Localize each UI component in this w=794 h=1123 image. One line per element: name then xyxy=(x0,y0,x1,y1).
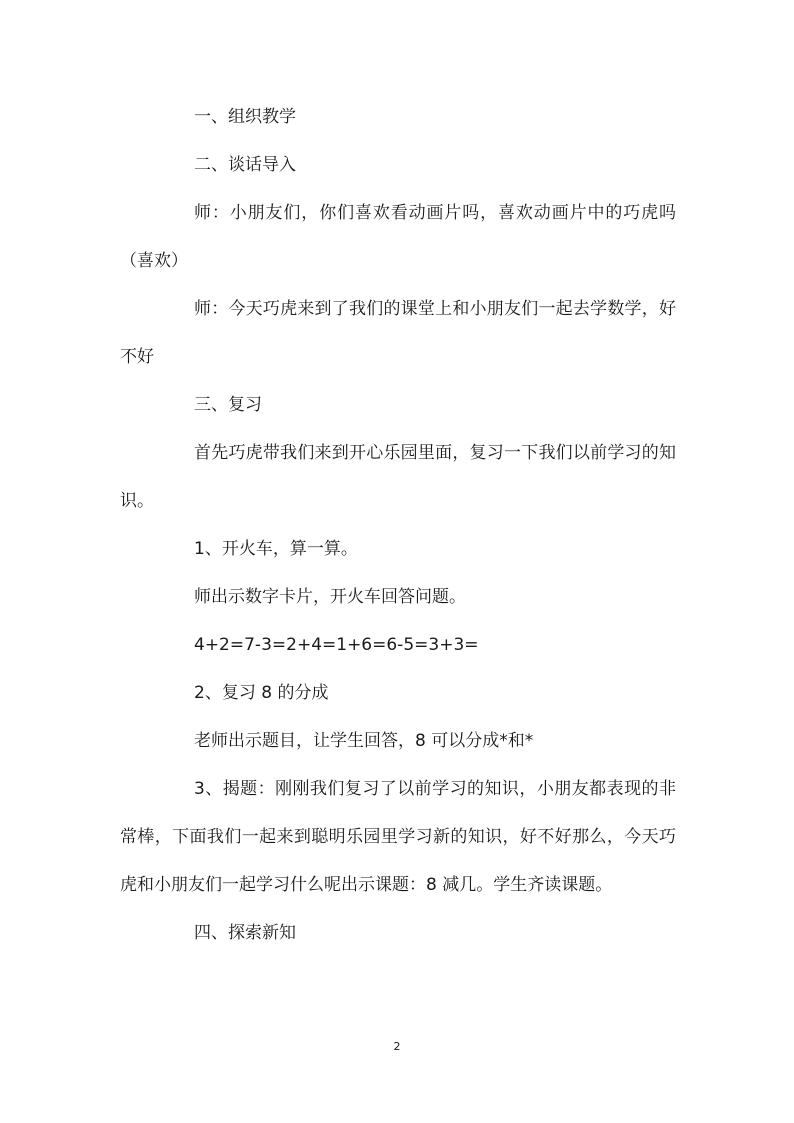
paragraph-equations: 4+2=7-3=2+4=1+6=6-5=3+3= xyxy=(194,635,479,655)
paragraph-number-cards: 师出示数字卡片，开火车回答问题。 xyxy=(194,587,466,607)
heading-review: 三、复习 xyxy=(194,395,262,415)
paragraph-teacher-question: 师：小朋友们，你们喜欢看动画片吗，喜欢动画片中的巧虎吗（喜欢） xyxy=(120,203,676,271)
heading-organize-teaching: 一、组织教学 xyxy=(194,107,296,127)
list-item-reveal-topic: 3、揭题：刚刚我们复习了以前学习的知识，小朋友都表现的非常棒，下面我们一起来到聪明乐园里学习新的知识，好不好那么，今天巧虎和小朋友们一起学习什么呢出示课题：8 减几。学生齐读课题。 xyxy=(120,779,676,895)
paragraph-review-intro: 首先巧虎带我们来到开心乐园里面，复习一下我们以前学习的知识。 xyxy=(120,443,676,511)
heading-conversation-intro: 二、谈话导入 xyxy=(194,155,296,175)
list-item-review-eight: 2、复习 8 的分成 xyxy=(194,683,329,703)
list-item-train-calc: 1、开火车，算一算。 xyxy=(194,539,358,559)
heading-explore-new: 四、探索新知 xyxy=(194,923,296,943)
paragraph-eight-split: 老师出示题目，让学生回答，8 可以分成*和* xyxy=(194,731,534,751)
page-number: 2 xyxy=(393,1040,401,1053)
document-body xyxy=(120,93,676,957)
paragraph-teacher-invite: 师：今天巧虎来到了我们的课堂上和小朋友们一起去学数学，好不好 xyxy=(120,299,676,367)
